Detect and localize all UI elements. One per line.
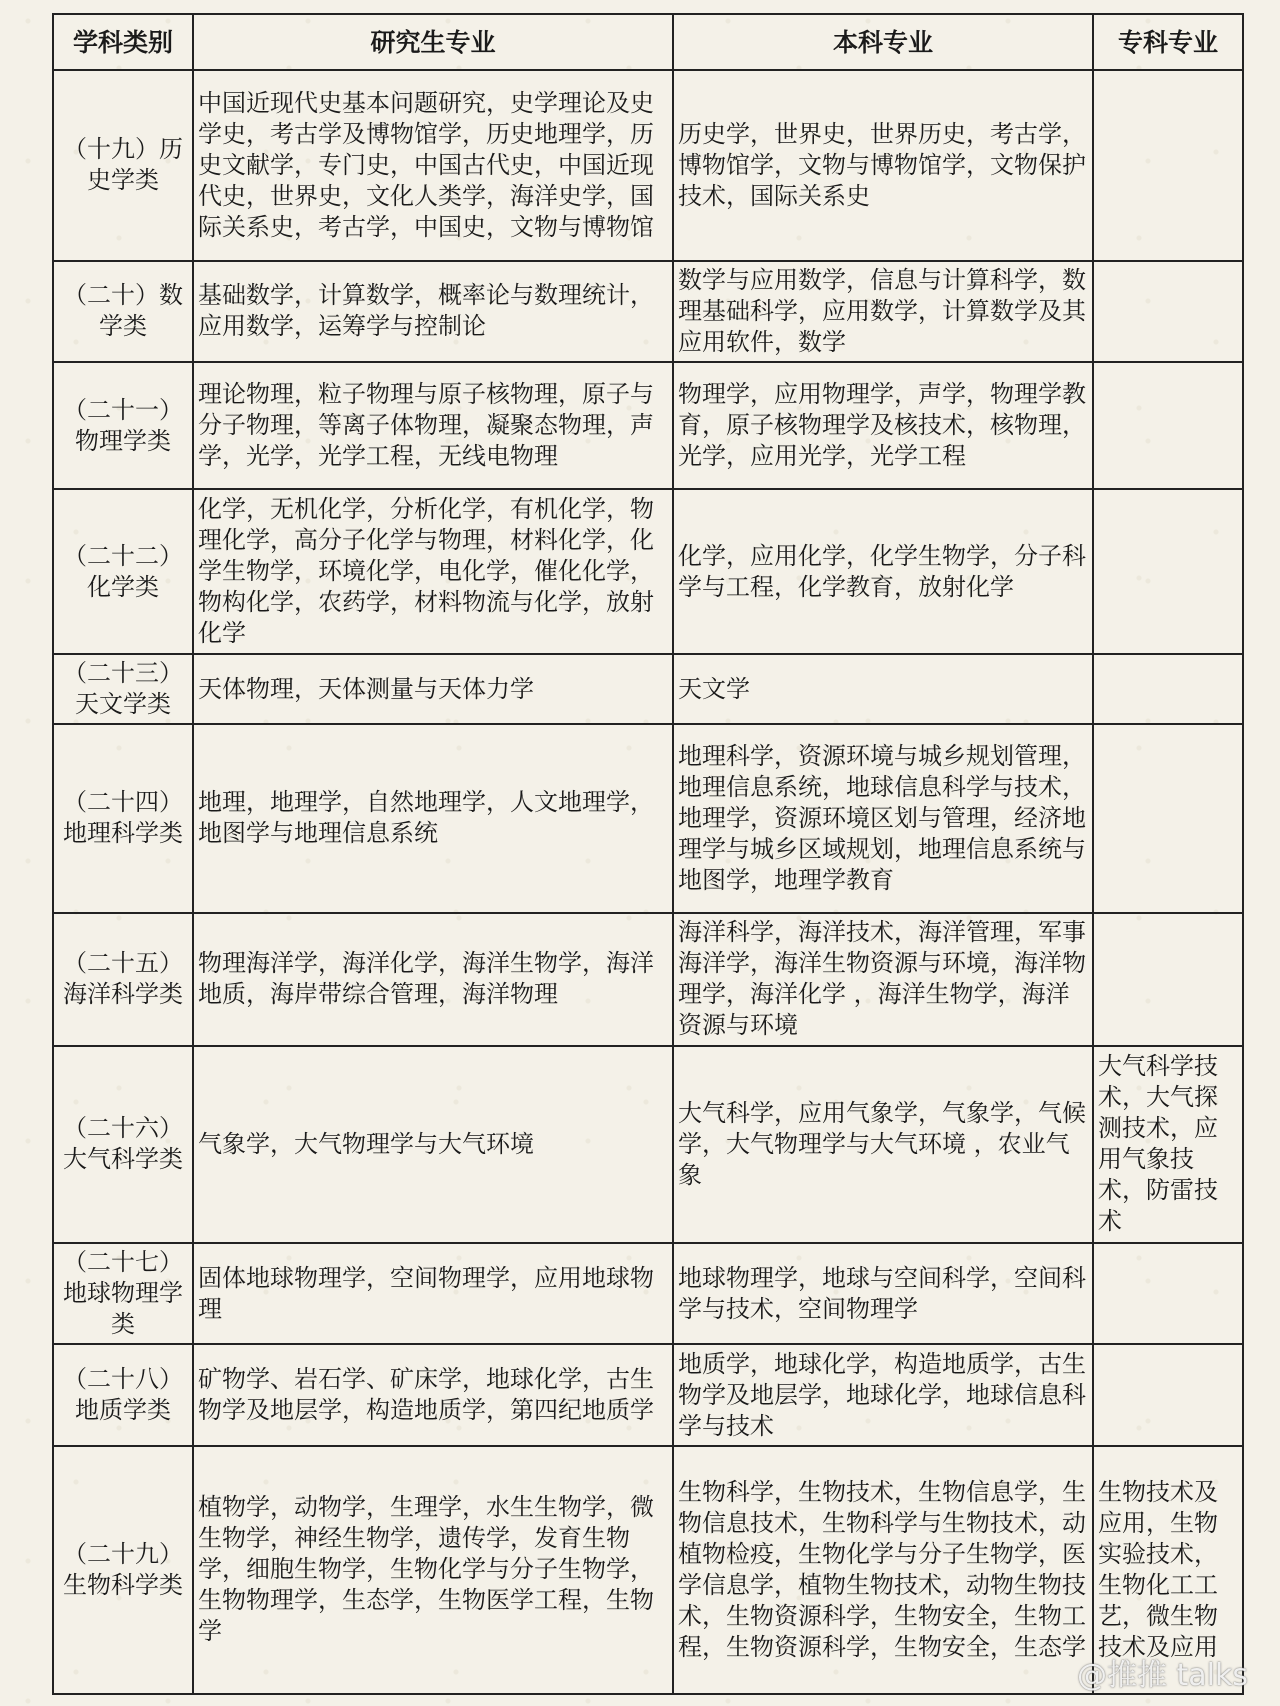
table-row	[53, 1046, 1243, 1243]
graduate-cell: 化学，无机化学，分析化学，有机化学，物理化学，高分子化学与物理，材料化学，化学生物学，环境化学，电化学，催化化学，物构化学，农药学，材料物流与化学，放射化学	[193, 489, 673, 654]
header-undergraduate: 本科专业	[673, 14, 1093, 70]
junior-cell	[1093, 913, 1243, 1046]
category-cell: （二十九）生物科学类	[53, 1446, 193, 1694]
graduate-cell: 理论物理，粒子物理与原子核物理，原子与分子物理，等离子体物理，凝聚态物理，声学，光学，光学工程，无线电物理	[193, 362, 673, 489]
table-row	[53, 261, 1243, 363]
graduate-cell: 物理海洋学，海洋化学，海洋生物学，海洋地质，海岸带综合管理，海洋物理	[193, 913, 673, 1046]
header-graduate: 研究生专业	[193, 14, 673, 70]
graduate-cell: 天体物理，天体测量与天体力学	[193, 654, 673, 724]
undergraduate-cell: 大气科学，应用气象学，气象学，气候学，大气物理学与大气环境 ，农业气象	[673, 1046, 1093, 1243]
header-junior: 专科专业	[1093, 14, 1243, 70]
table-row	[53, 913, 1243, 1046]
graduate-cell: 基础数学，计算数学，概率论与数理统计，应用数学，运筹学与控制论	[193, 261, 673, 363]
category-cell: （二十五）海洋科学类	[53, 913, 193, 1046]
graduate-cell: 气象学，大气物理学与大气环境	[193, 1046, 673, 1243]
table-row	[53, 654, 1243, 724]
table-header-row	[53, 14, 1243, 70]
category-cell: （二十七）地球物理学类	[53, 1243, 193, 1345]
table-row	[53, 1344, 1243, 1446]
graduate-cell: 中国近现代史基本问题研究，史学理论及史学史，考古学及博物馆学，历史地理学，历史文献学，专门史，中国古代史，中国近现代史，世界史，文化人类学，海洋史学，国际关系史，考古学，中国史，文物与博物馆	[193, 70, 673, 261]
undergraduate-cell: 物理学，应用物理学，声学，物理学教育，原子核物理学及核技术，核物理，光学，应用光学，光学工程	[673, 362, 1093, 489]
graduate-cell: 植物学，动物学，生理学，水生生物学，微生物学，神经生物学，遗传学，发育生物学，细胞生物学，生物化学与分子生物学，生物物理学，生态学，生物医学工程，生物学	[193, 1446, 673, 1694]
table-row	[53, 724, 1243, 913]
undergraduate-cell: 天文学	[673, 654, 1093, 724]
table-row	[53, 489, 1243, 654]
graduate-cell: 固体地球物理学，空间物理学，应用地球物理	[193, 1243, 673, 1345]
undergraduate-cell: 海洋科学，海洋技术，海洋管理，军事海洋学，海洋生物资源与环境，海洋物理学，海洋化学 ，海洋生物学，海洋资源与环境	[673, 913, 1093, 1046]
graduate-cell: 地理，地理学，自然地理学，人文地理学，地图学与地理信息系统	[193, 724, 673, 913]
table-row	[53, 70, 1243, 261]
junior-cell	[1093, 261, 1243, 363]
watermark: @推推 talks	[1076, 1658, 1248, 1693]
category-cell: （二十八）地质学类	[53, 1344, 193, 1446]
category-cell: （二十六）大气科学类	[53, 1046, 193, 1243]
undergraduate-cell: 历史学，世界史，世界历史，考古学，博物馆学，文物与博物馆学，文物保护技术，国际关系史	[673, 70, 1093, 261]
header-category: 学科类别	[53, 14, 193, 70]
junior-cell	[1093, 724, 1243, 913]
table-row	[53, 1446, 1243, 1694]
junior-cell: 生物技术及应用，生物实验技术，生物化工工艺，微生物技术及应用	[1093, 1446, 1243, 1694]
table-row	[53, 362, 1243, 489]
undergraduate-cell: 生物科学，生物技术，生物信息学，生物信息技术，生物科学与生物技术，动植物检疫，生物化学与分子生物学，医学信息学，植物生物技术，动物生物技术，生物资源科学，生物安全，生物工程，生物资源科学，生物安全，生态学	[673, 1446, 1093, 1694]
junior-cell	[1093, 1344, 1243, 1446]
table-row	[53, 1243, 1243, 1345]
category-cell: （十九）历史学类	[53, 70, 193, 261]
category-cell: （二十四）地理科学类	[53, 724, 193, 913]
junior-cell	[1093, 654, 1243, 724]
junior-cell: 大气科学技术，大气探测技术，应用气象技术，防雷技术	[1093, 1046, 1243, 1243]
category-cell: （二十）数学类	[53, 261, 193, 363]
undergraduate-cell: 数学与应用数学，信息与计算科学，数理基础科学，应用数学，计算数学及其应用软件，数学	[673, 261, 1093, 363]
graduate-cell: 矿物学、岩石学、矿床学，地球化学，古生物学及地层学，构造地质学，第四纪地质学	[193, 1344, 673, 1446]
junior-cell	[1093, 1243, 1243, 1345]
junior-cell	[1093, 362, 1243, 489]
category-cell: （二十一）物理学类	[53, 362, 193, 489]
major-table	[52, 13, 1244, 1695]
undergraduate-cell: 地球物理学，地球与空间科学，空间科学与技术，空间物理学	[673, 1243, 1093, 1345]
undergraduate-cell: 化学，应用化学，化学生物学，分子科学与工程，化学教育，放射化学	[673, 489, 1093, 654]
category-cell: （二十三）天文学类	[53, 654, 193, 724]
junior-cell	[1093, 70, 1243, 261]
undergraduate-cell: 地质学，地球化学，构造地质学，古生物学及地层学，地球化学，地球信息科学与技术	[673, 1344, 1093, 1446]
undergraduate-cell: 地理科学，资源环境与城乡规划管理，地理信息系统，地球信息科学与技术，地理学，资源环境区划与管理，经济地理学与城乡区域规划，地理信息系统与地图学，地理学教育	[673, 724, 1093, 913]
junior-cell	[1093, 489, 1243, 654]
category-cell: （二十二）化学类	[53, 489, 193, 654]
